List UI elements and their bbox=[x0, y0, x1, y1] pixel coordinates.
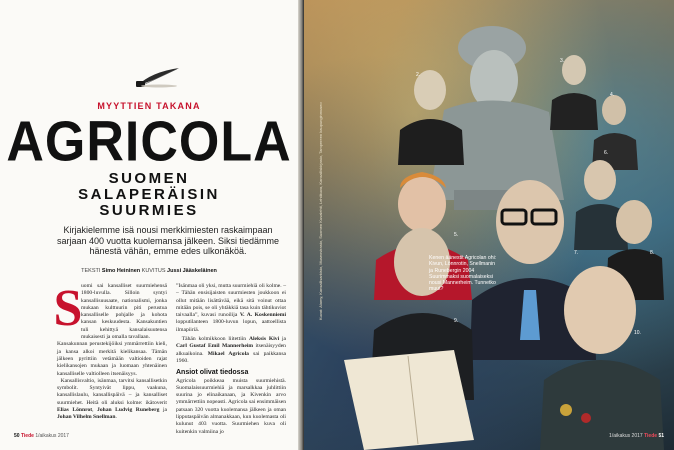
left-page bbox=[0, 0, 298, 450]
subheadline-line-3: SUURMIES bbox=[99, 202, 199, 219]
intro-paragraph: Kirjakielemme isä nousi merkkimiesten raskaimpaan sarjaan 400 vuotta kuolemansa jälkeen. Siksi tiedämme hänestä vähän, emme edes ulkonäköä. bbox=[56, 225, 280, 256]
portrait-number: 10. bbox=[634, 330, 641, 336]
dropcap-letter: S bbox=[53, 280, 83, 337]
name-mannerheim: Carl Gustaf Emil Mannerheim bbox=[176, 343, 254, 350]
portrait-number: 5. bbox=[454, 232, 459, 238]
portrait-8-uniform bbox=[574, 160, 628, 250]
magazine-name-left: Tiede bbox=[20, 433, 34, 439]
body-column-1 bbox=[57, 283, 167, 422]
portrait-6 bbox=[592, 95, 638, 170]
byline-illustrator: Jussi Jääskeläinen bbox=[167, 268, 217, 274]
name-snellman: Johan Vilhelm Snellman bbox=[57, 414, 116, 421]
body-column-2 bbox=[176, 283, 286, 438]
portrait-number: 2. bbox=[416, 72, 421, 78]
issue-right: 1/aikakus 2017 bbox=[609, 433, 643, 439]
right-footer bbox=[609, 433, 664, 439]
issue-left: 1/aikakus 2017 bbox=[35, 433, 69, 439]
col2-paragraph-1: ”Isänmaa oli yksi, mutta suurmiehiä oli kolme. – – Tähän ensisijaisten suurmiesten joukkoon ei ollut mitään lisättävää, eikä sitä voinut ottaa mitään pois, se oli yhtäkkiä tasa kuin tähtikuviot taivaalla”, kuvasi runoilija V. A. Koskenniemi lopputilanteen 1800-luvun lopun, aattoellista ilmapiiriä. bbox=[176, 283, 286, 333]
byline-text-label: TEKSTI bbox=[81, 268, 101, 274]
page-number-left: 50 bbox=[14, 433, 20, 439]
name-koskenniemi: V. A. Koskenniemi bbox=[239, 312, 286, 319]
inkwell-quill-icon bbox=[133, 66, 183, 88]
headline: AGRICOLA bbox=[6, 110, 292, 174]
portrait-4 bbox=[550, 55, 598, 130]
section-heading: Ansiot olivat tiedossa bbox=[176, 369, 249, 377]
byline-photo-label: KUVITUS bbox=[141, 268, 166, 274]
subheadline-line-2: SALAPERÄISIN bbox=[78, 186, 220, 203]
byline-author: Simo Heininen bbox=[101, 268, 141, 274]
photo-credit: Kuvat: Alamy, Kansallisarkisto, Museovirasto, Suomen Kuvalehti, Lehtikuva, Kansalliskirjasto, Tampereen kaupunginmuseo bbox=[318, 102, 323, 320]
portrait-number: 3. bbox=[560, 58, 565, 64]
name-lonnrot: Elias Lönnrot bbox=[57, 407, 93, 414]
page-number-right: 51 bbox=[658, 433, 664, 439]
kicker-label: MYYTTIEN TAKANA bbox=[97, 101, 201, 111]
subheadline bbox=[0, 171, 298, 219]
magazine-name-right: Tiede bbox=[644, 433, 658, 439]
name-runeberg: Johan Ludvig Runeberg bbox=[97, 407, 160, 414]
agricola-statue-illustration bbox=[429, 26, 564, 210]
portrait-collage bbox=[304, 0, 674, 450]
portrait-number: 6. bbox=[604, 150, 609, 156]
col2-paragraph-3: Agricola poikkeaa muista suurmiehistä. Suomalaissuurmiehiä ja marsalkkaa juhlittiin suurina jo elinaikanaan, ja Kivenkin arvo ymmärrettiin nopeasti. Agricola sai ensimmäisen patsaan 320 vuotta kuolemansa jälkeen ja oman lipputaspäivän almanakkaan, kun kuolemasta oli kulunut 403 vuotta. Suurmiehen kuva oli kuitenkin valmiina jo bbox=[176, 377, 286, 435]
col1-paragraph-2: Kansallisvaltio, isänmaa, tarvitsi kansallisetkin symbolit. Syntyivät lippu, vaakuna, kansallislaulu, kansallispäivä – ja kansalliset suurmiehet. Heitä oli aluksi kolme: ikätoverit Elias Lönnrot, Johan Ludvig Runeberg ja Johan Vilhelm Snellman. bbox=[57, 377, 167, 421]
col1-lead: uomi sai kansalliset suurmiehensä 1800-luvulla. Silloin syntyi kansallisuusaate, nationalismi, jonka mukaan kulttuurin piti perustua kansalliselle pohjalle ja kohota kansan keskuudesta. Kansakuntien tuli kehittyä kansalaisuutensa mukaisesti ja omalla tavallaan. bbox=[81, 283, 167, 341]
portrait-number: 8. bbox=[650, 250, 655, 256]
name-agricola: Mikael Agricola bbox=[207, 350, 249, 357]
name-kivi: Aleksis Kivi bbox=[248, 336, 280, 343]
collage-caption: Kenen äänestit Agricolan ohi: Kivun, Lönnrotin, Snellmanin ja Runebergin 2004 Suurimmaksi suomalaiseksi nousi Mannerheim. Tunnetko muut? bbox=[429, 255, 497, 293]
byline bbox=[0, 268, 298, 274]
left-footer bbox=[14, 433, 69, 439]
portrait-number: 7. bbox=[574, 250, 579, 256]
portrait-number: 4. bbox=[610, 92, 615, 98]
col1-body: Kansakunnan perustekijöiksi ymmärrettiin kieli, ja kansa alkoi merkitä kielikansaa. Tämän jälkeen pyrittiin vetämään valtioiden rajat kielikansojen mukaan ja luomaan yhtenäinen kansalliselle valtiolleen itsenäisyys. bbox=[57, 341, 167, 377]
col2-paragraph-2: Tähän kolmikkoon liitettiin Aleksis Kivi ja Carl Gustaf Emil Mannerheim itsenäisyyden alkuaikoina. Mikael Agricola sai paikkansa 1960. bbox=[176, 336, 287, 364]
subheadline-line-1: SUOMEN bbox=[108, 170, 190, 187]
right-page-collage bbox=[304, 0, 674, 450]
portrait-number: 9. bbox=[454, 318, 459, 324]
